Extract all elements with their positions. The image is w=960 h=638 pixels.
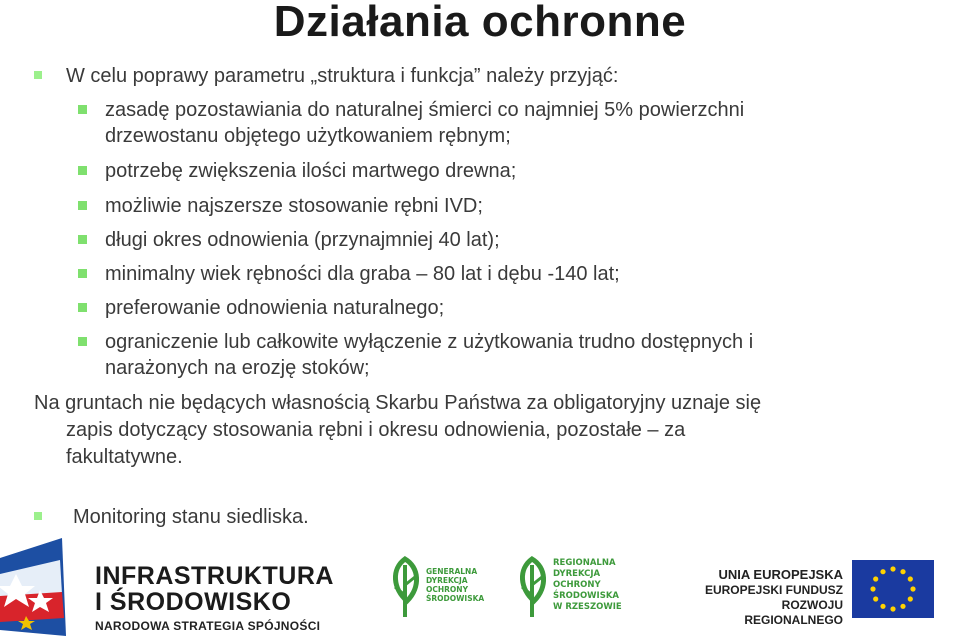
level2-bullet <box>78 166 87 175</box>
list-item-line: ograniczenie lub całkowite wyłączenie z użytkowania trudno dostępnych i <box>105 331 754 353</box>
eu-logo-text <box>697 567 843 628</box>
level2-bullet <box>78 269 87 278</box>
level2-bullet <box>78 105 87 114</box>
infra-line3: NARODOWA STRATEGIA SPÓJNOŚCI <box>95 619 321 633</box>
infra-line2: I ŚRODOWISKO <box>95 588 292 616</box>
level2-bullet <box>78 235 87 244</box>
eu-line3: ROZWOJU REGIONALNEGO <box>744 598 843 627</box>
gdos-line: ŚRODOWISKA <box>426 594 485 603</box>
list-item-line: długi okres odnowienia (przynajmniej 40 lat); <box>105 229 500 251</box>
list-item-line: możliwie najszersze stosowanie rębni IVD; <box>105 195 483 217</box>
level1-bullet <box>34 512 42 520</box>
rdos-line: W RZESZOWIE <box>553 602 622 612</box>
gdos-line: GENERALNA <box>426 567 478 576</box>
list-item-line: drzewostanu objętego użytkowaniem rębnym; <box>105 125 511 147</box>
gdos-line: DYREKCJA <box>426 576 468 585</box>
paragraph-line: zapis dotyczący stosowania rębni i okresu odnowienia, pozostałe – za <box>66 419 686 441</box>
list-item-line: potrzebę zwiększenia ilości martwego drewna; <box>105 160 517 182</box>
eu-line1: UNIA EUROPEJSKA <box>718 567 843 582</box>
list-item-line: preferowanie odnowienia naturalnego; <box>105 297 445 319</box>
page-title: Działania ochronne <box>273 0 687 46</box>
rdos-logo-text <box>553 558 622 613</box>
level2-bullet <box>78 337 87 346</box>
infra-line1: INFRASTRUKTURA <box>95 562 334 590</box>
intro-text: W celu poprawy parametru „struktura i funkcja” należy przyjąć: <box>66 65 619 87</box>
gdos-line: OCHRONY <box>426 585 469 594</box>
rdos-line: ŚRODOWISKA <box>553 591 619 601</box>
rdos-line: REGIONALNA <box>553 558 616 568</box>
list-item-line: minimalny wiek rębności dla graba – 80 lat i dębu -140 lat; <box>105 263 620 285</box>
level2-bullet <box>78 303 87 312</box>
rdos-line: OCHRONY <box>553 580 601 590</box>
gdos-leaf-logo <box>385 555 425 621</box>
list-item-line: narażonych na erozję stoków; <box>105 357 370 379</box>
paragraph-line: fakultatywne. <box>66 446 183 468</box>
infrastruktura-logo-text <box>95 563 334 634</box>
eu-flag-icon <box>852 560 934 618</box>
rdos-line: DYREKCJA <box>553 569 601 579</box>
level1-bullet <box>34 71 42 79</box>
gdos-logo-text <box>426 567 484 603</box>
eu-line2: EUROPEJSKI FUNDUSZ <box>704 583 843 597</box>
monitoring-text: Monitoring stanu siedliska. <box>73 506 309 528</box>
infrastruktura-flag-logo <box>0 538 70 638</box>
rdos-leaf-logo <box>512 555 552 621</box>
list-item-line: zasadę pozostawiania do naturalnej śmierci co najmniej 5% powierzchni <box>105 99 745 121</box>
paragraph-line: Na gruntach nie będących własnością Skarbu Państwa za obligatoryjny uznaje się <box>34 392 762 414</box>
level2-bullet <box>78 201 87 210</box>
